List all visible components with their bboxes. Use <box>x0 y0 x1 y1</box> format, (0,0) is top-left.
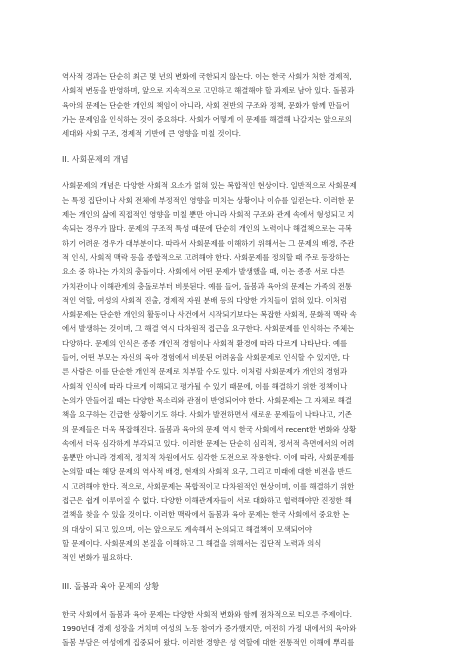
text-line: 가는 문제임을 인식하는 것이 중요하다. 사회가 어떻게 이 문제를 해결해 나갈지는 앞으로의 <box>62 114 352 124</box>
text-line: 책을 요구하는 긴급한 상황이기도 하다. 사회가 발전하면서 새로운 문제들이 나타나고, 기존 <box>62 410 352 420</box>
text-line: 사회문제는 단순한 개인의 활동이나 사건에서 시작되기보다는 복잡한 사회적, 문화적 맥락 속 <box>62 310 357 320</box>
text-line: 의 문제들은 더욱 복잡해진다. 돌봄과 육아의 문제 역시 한국 사회에서 recent한 변화와 상황 <box>62 424 357 434</box>
text-line: 른 사람은 이를 단순한 개인적 문제로 치부할 수도 있다. 이처럼 사회문제가 개인의 경험과 <box>62 367 348 377</box>
text-line: 논의가 만들어질 때는 다양한 목소리와 관점이 반영되어야 한다. 사회문제는 그 자체로 해결 <box>62 395 352 405</box>
text-line: 사회적 인식에 따라 다르게 이해되고 평가될 수 있기 때문에, 이를 해결하기 위한 정책이나 <box>62 381 348 391</box>
text-line: 들어, 어떤 부모는 자신의 육아 경험에서 비롯된 어려움을 사회문제로 인식할 수 있지만, 다 <box>62 353 350 363</box>
text-line: 제는 개인의 삶에 직접적인 영향을 미칠 뿐만 아니라 사회적 구조와 관계 속에서 형성되고 지 <box>62 210 355 220</box>
text-line: 에서 발생하는 것이며, 그 해결 역시 다차원적 접근을 요구한다. 사회문제를 인식하는 주체는 <box>62 324 355 334</box>
text-line: 접근은 쉽게 이루어질 수 없다. 다양한 이해관계자들이 서로 대화하고 협력해야만 진정한 해 <box>62 496 352 506</box>
text-line: 사회적 변동을 반영하며, 앞으로 지속적으로 고민하고 해결해야 할 과제로 남아 있다. 돌봄과 <box>62 86 355 96</box>
text-line: 할 문제이다. 사회문제의 본질을 이해하고 그 해결을 위해서는 집단적 노력과 의식 <box>62 538 322 548</box>
text-line: 는 특정 집단이나 사회 전체에 부정적인 영향을 미치는 상황이나 이슈를 일컫는다. 이러한 문 <box>62 195 355 205</box>
text-line: 육아의 문제는 단순한 개인의 책임이 아니라, 사회 전반의 구조와 정책, 문화가 함께 만들어 <box>62 100 350 110</box>
text-line: 움뿐만 아니라 경제적, 정치적 차원에서도 심각한 도전으로 작용한다. 이에 따라, 사회문제를 <box>62 453 355 463</box>
section-heading-3: III. 돌봄과 육아 문제의 상황 <box>62 581 160 591</box>
text-line: 1990년대 경제 성장을 거치며 여성의 노동 참여가 증가했지만, 여전히 가정 내에서의 육아와 <box>62 623 357 633</box>
text-line: 논의할 때는 해당 문제의 역사적 배경, 현재의 사회적 요구, 그리고 미래에 대한 비전을 반드 <box>62 467 352 477</box>
text-line: 적인 변화가 필요하다. <box>62 553 133 563</box>
text-line: 적인 역할, 여성의 사회적 진출, 경제적 자원 분배 등의 다양한 가치들이 얽혀 있다. 이처럼 <box>62 295 347 305</box>
text-line: 사회문제의 개념은 다양한 사회적 요소가 얽혀 있는 복합적인 현상이다. 일반적으로 사회문제 <box>62 181 357 191</box>
text-line: 돌봄 부담은 여성에게 집중되어 왔다. 이러한 경향은 성 역할에 대한 전통적인 이해에 뿌리를 <box>62 638 355 648</box>
text-line: 하기 어려운 경우가 대부분이다. 따라서 사회문제를 이해하기 위해서는 그 문제의 배경, 주관 <box>62 238 355 248</box>
text-line: 요소 중 하나는 가치의 충돌이다. 사회에서 어떤 문제가 발생했을 때, 이는 종종 서로 다른 <box>62 267 345 277</box>
text-line: 세대와 사회 구조, 경제적 기반에 큰 영향을 미칠 것이다. <box>62 129 241 139</box>
text-line: 한국 사회에서 돌봄과 육아 문제는 다양한 사회적 변화와 함께 점차적으로 티오른 주제이다. <box>62 609 352 619</box>
document-body <box>62 70 414 650</box>
text-line: 속되는 경우가 많다. 문제의 구조적 특성 때문에 단순히 개인의 노력이나 해결책으로는 극복 <box>62 224 352 234</box>
text-line: 역사적 경과는 단순히 최근 몇 년의 변화에 국한되지 않는다. 이는 한국 사회가 처한 경제적, <box>62 72 352 81</box>
paragraph-intro <box>62 70 414 141</box>
text-line: 적 인식, 사회적 맥락 등을 종합적으로 고려해야 한다. 사회문제를 정의할 때 주로 등장하는 <box>62 252 350 262</box>
text-line: 의 대상이 되고 있으며, 이는 앞으로도 계속해서 논의되고 해결책이 모색되어야 <box>62 524 312 534</box>
section-heading-2: II. 사회문제의 개념 <box>62 155 129 165</box>
text-line: 가치관이나 이해관계의 충돌로부터 비롯된다. 예를 들어, 돌봄과 육아의 문제는 가족의 전통 <box>62 281 352 291</box>
text-line: 결책을 찾을 수 있을 것이다. 이러한 맥락에서 돌봄과 육아 문제는 한국 사회에서 중요한 논 <box>62 510 350 520</box>
text-line: 시 고려해야 한다. 적으로, 사회문제는 복합적이고 다차원적인 현상이며, 이를 해결하기 위한 <box>62 481 355 491</box>
paragraph-concept <box>62 179 414 565</box>
text-line: 다양하다. 문제의 인식은 종종 개인적 경험이나 사회적 환경에 따라 다르게 나타난다. 예를 <box>62 338 348 348</box>
paragraph-situation <box>62 608 414 651</box>
text-line: 속에서 더욱 심각하게 부각되고 있다. 이러한 문제는 단순히 심리적, 정서적 측면에서의 어려 <box>62 438 355 448</box>
